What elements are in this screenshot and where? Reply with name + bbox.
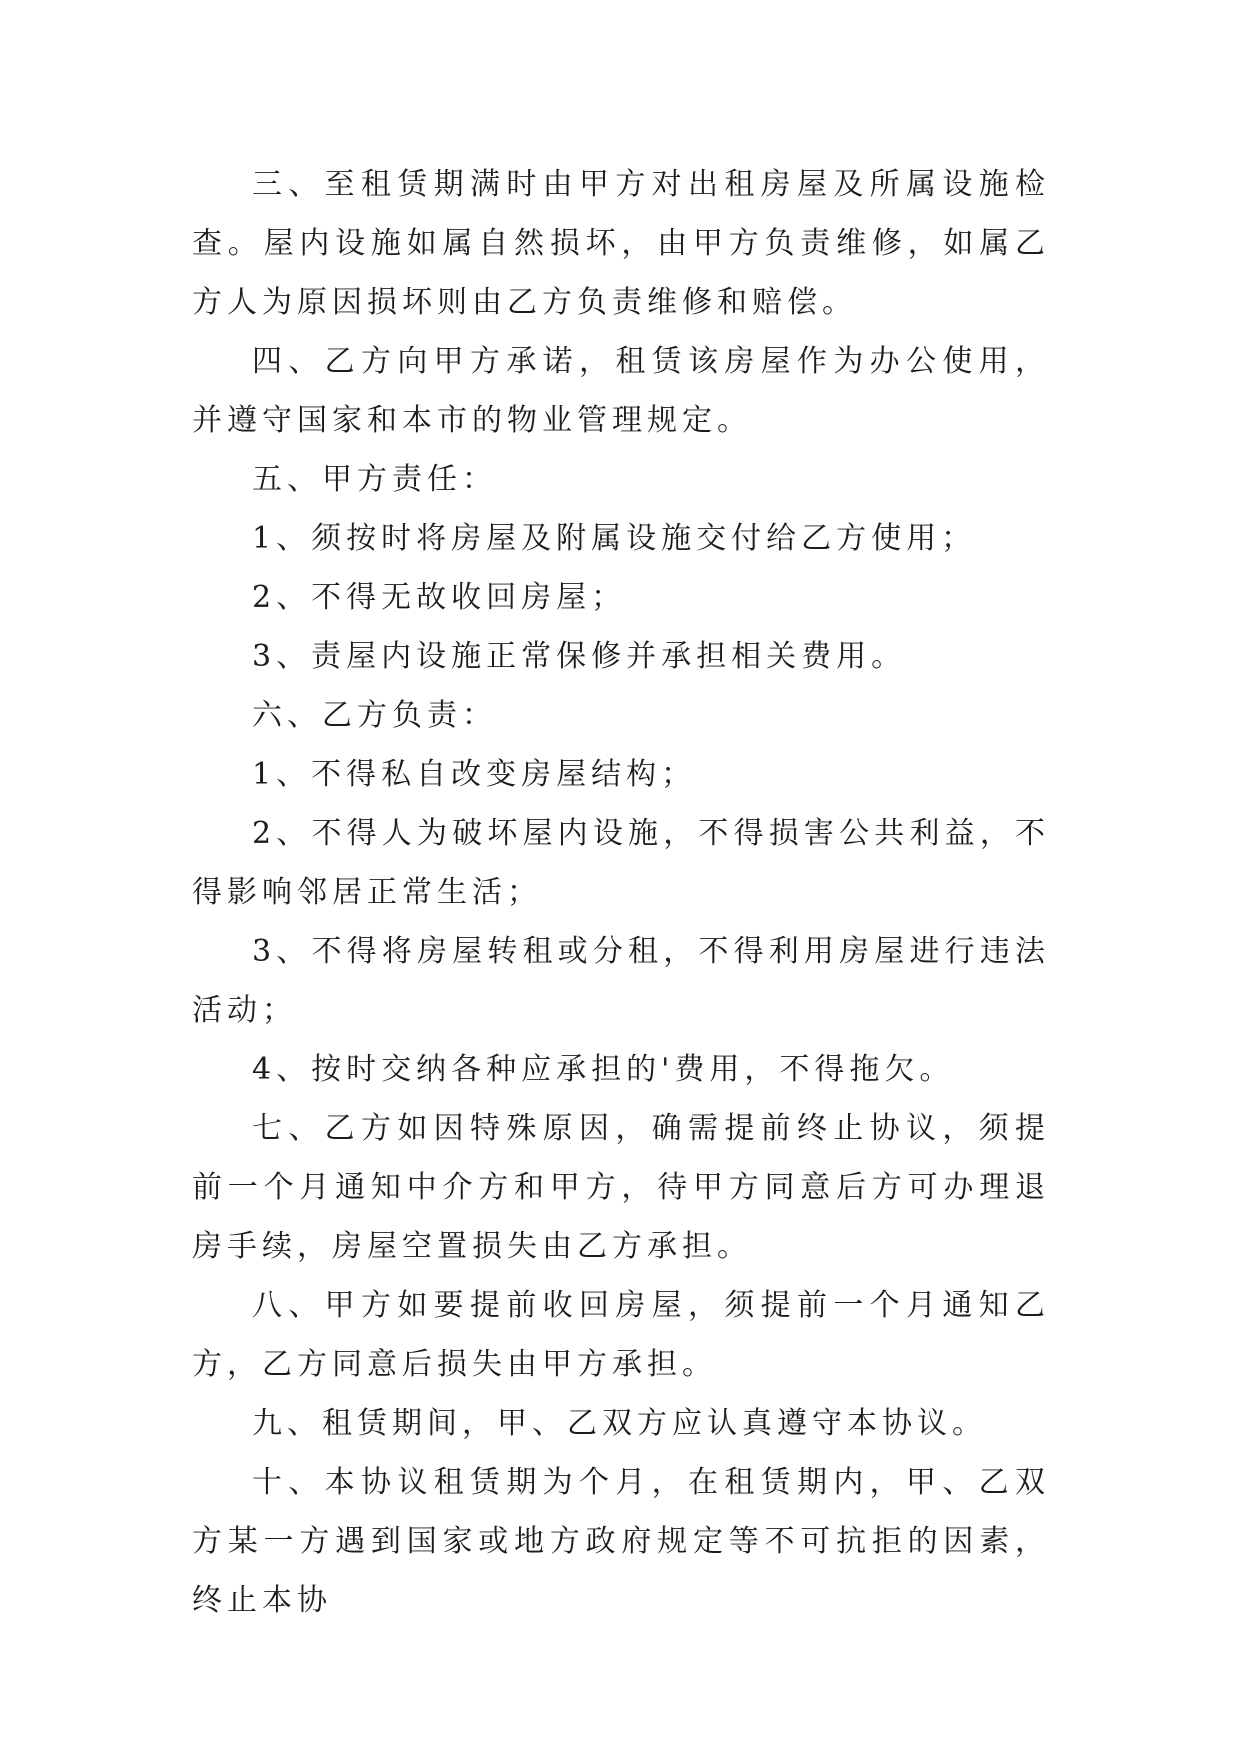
- paragraph-clause-5-item-2: 2、不得无故收回房屋；: [252, 580, 627, 615]
- paragraph-clause-3: 三、至租赁期满时由甲方对出租房屋及所属设施检查。屋内设施如属自然损坏，由甲方负责维修，如属乙方人为原因损坏则由乙方负责维修和赔偿。: [192, 167, 1050, 320]
- paragraph-clause-6-item-3: 3、不得将房屋转租或分租，不得利用房屋进行违法活动；: [192, 934, 1050, 1028]
- paragraph-clause-6-item-4: 4、按时交纳各种应承担的'费用，不得拖欠。: [252, 1052, 955, 1087]
- paragraph-clause-5-item-1: 1、须按时将房屋及附属设施交付给乙方使用；: [252, 521, 977, 556]
- paragraph-clause-6-item-1: 1、不得私自改变房屋结构；: [252, 757, 697, 792]
- paragraph-clause-6-heading: 六、乙方负责：: [252, 698, 497, 733]
- paragraph-clause-10: 十、本协议租赁期为个月，在租赁期内，甲、乙双方某一方遇到国家或地方政府规定等不可抗拒的因素，终止本协: [192, 1465, 1050, 1618]
- paragraph-clause-8: 八、甲方如要提前收回房屋，须提前一个月通知乙方，乙方同意后损失由甲方承担。: [192, 1288, 1050, 1382]
- paragraph-clause-4: 四、乙方向甲方承诺，租赁该房屋作为办公使用，并遵守国家和本市的物业管理规定。: [192, 344, 1050, 438]
- paragraph-clause-6-item-2: 2、不得人为破坏屋内设施，不得损害公共利益，不得影响邻居正常生活；: [192, 816, 1050, 910]
- paragraph-clause-9: 九、租赁期间，甲、乙双方应认真遵守本协议。: [252, 1406, 987, 1441]
- paragraph-clause-5-heading: 五、甲方责任：: [252, 462, 497, 497]
- paragraph-clause-5-item-3: 3、责屋内设施正常保修并承担相关费用。: [252, 639, 907, 674]
- document-body: [192, 155, 1050, 1630]
- paragraph-clause-7: 七、乙方如因特殊原因，确需提前终止协议，须提前一个月通知中介方和甲方，待甲方同意后方可办理退房手续，房屋空置损失由乙方承担。: [192, 1111, 1050, 1264]
